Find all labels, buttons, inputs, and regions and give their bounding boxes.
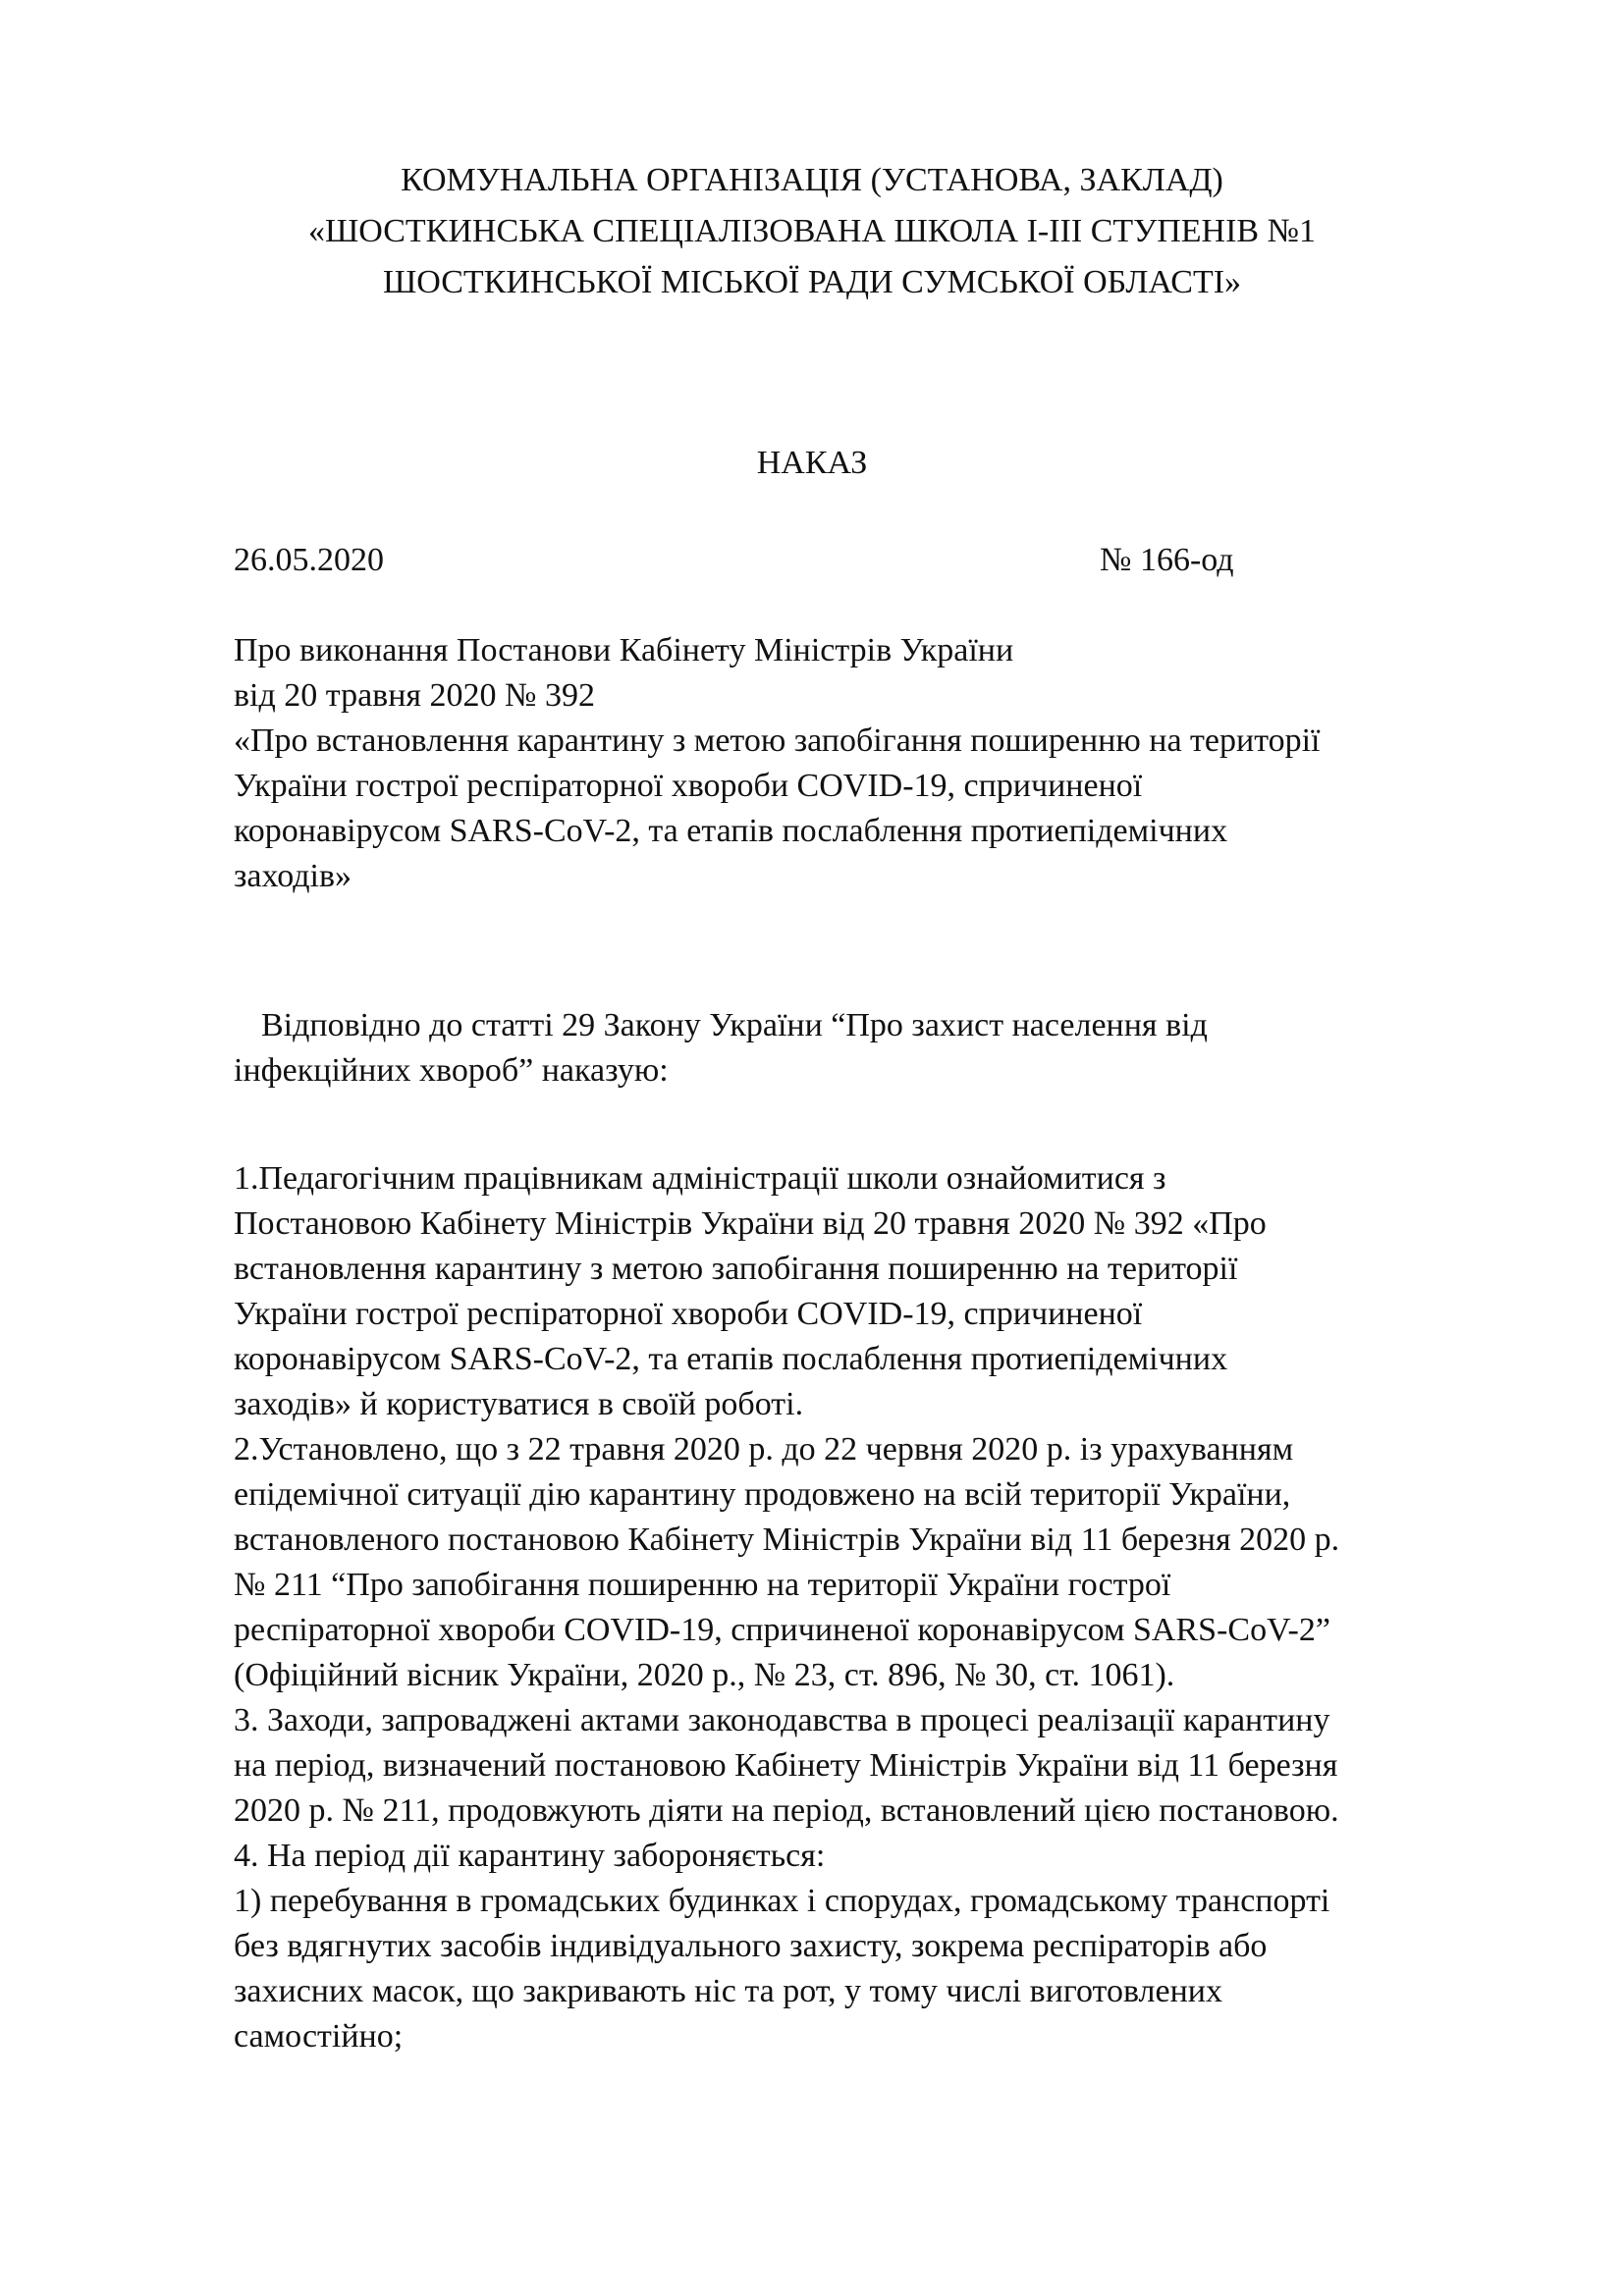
body-line: України гострої респіраторної хвороби COVID-19, спричиненої	[234, 1296, 1143, 1332]
body-line: епідемічної ситуації дію карантину продовжено на всій території України,	[234, 1476, 1291, 1513]
org-name-line-3: ШОСТКИНСЬКОЇ МІСЬКОЇ РАДИ СУМСЬКОЇ ОБЛАСТІ»	[382, 264, 1242, 300]
order-number: № 166-од	[1100, 542, 1234, 578]
body-line: 1.Педагогічним працівникам адміністрації школи ознайомитися з	[234, 1160, 1166, 1197]
order-subject	[234, 628, 1540, 899]
body-line: встановлення карантину з метою запобігання поширенню на території	[234, 1251, 1238, 1287]
body-line: без вдягнутих засобів індивідуального захисту, зокрема респіраторів або	[234, 1928, 1268, 1964]
body-line: 2.Установлено, що з 22 травня 2020 р. до 22 червня 2020 р. із урахуванням	[234, 1431, 1294, 1468]
subject-line: від 20 травня 2020 № 392	[234, 677, 595, 714]
subject-line: Про виконання Постанови Кабінету Міністрів України	[234, 632, 1014, 668]
subject-line: заходів»	[234, 858, 352, 894]
subject-line: «Про встановлення карантину з метою запобігання поширенню на території	[234, 722, 1321, 759]
body-line: 4. На період дії карантину забороняється:	[234, 1838, 826, 1874]
order-preamble	[234, 1003, 1540, 1094]
body-line: 3. Заходи, запроваджені актами законодавства в процесі реалізації карантину	[234, 1702, 1330, 1738]
body-line: заходів» й користуватися в своїй роботі.	[234, 1386, 804, 1422]
org-name-line-2: «ШОСТКИНСЬКА СПЕЦІАЛІЗОВАНА ШКОЛА І-ІІІ СТУПЕНІВ №1	[307, 213, 1317, 249]
body-line: (Офіційний вісник України, 2020 р., № 23, ст. 896, № 30, ст. 1061).	[234, 1657, 1175, 1693]
subject-line: України гострої респіраторної хвороби COVID-19, спричиненої	[234, 768, 1143, 804]
order-date: 26.05.2020	[234, 542, 384, 578]
preamble-line: Відповідно до статті 29 Закону України “Про захист населення від	[261, 1007, 1208, 1043]
subject-line: коронавірусом SARS-CoV-2, та етапів послаблення протиепідемічних	[234, 813, 1228, 849]
body-line: 1) перебування в громадських будинках і спорудах, громадському транспорті	[234, 1883, 1330, 1919]
organization-header	[0, 155, 1624, 308]
body-line: самостійно;	[234, 2018, 404, 2055]
body-line: респіраторної хвороби COVID-19, спричиненої коронавірусом SARS-CoV-2”	[234, 1612, 1330, 1648]
body-line: захисних масок, що закривають ніс та рот, у тому числі виготовлених	[234, 1973, 1223, 2009]
body-line: Постановою Кабінету Міністрів України від 20 травня 2020 № 392 «Про	[234, 1205, 1267, 1242]
body-line: № 211 “Про запобігання поширенню на території України гострої	[234, 1567, 1171, 1603]
body-line: на період, визначений постановою Кабінету Міністрів України від 11 березня	[234, 1747, 1338, 1784]
order-title: НАКАЗ	[756, 445, 868, 481]
order-body	[234, 1156, 1540, 2059]
body-line: коронавірусом SARS-CoV-2, та етапів послаблення протиепідемічних	[234, 1341, 1228, 1377]
body-line: 2020 р. № 211, продовжують діяти на період, встановлений цією постановою.	[234, 1792, 1339, 1829]
body-line: встановленого постановою Кабінету Міністрів України від 11 березня 2020 р.	[234, 1522, 1340, 1558]
org-name-line-1: КОМУНАЛЬНА ОРГАНІЗАЦІЯ (УСТАНОВА, ЗАКЛАД)	[401, 162, 1223, 198]
preamble-line: інфекційних хвороб” наказую:	[234, 1052, 669, 1089]
